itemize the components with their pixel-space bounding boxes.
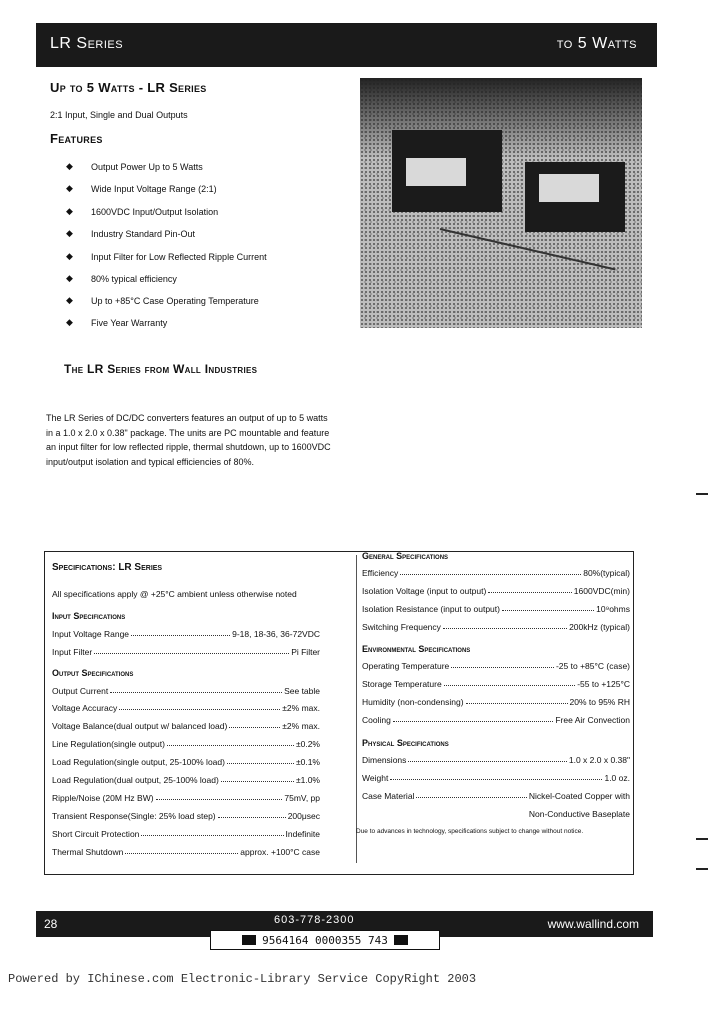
spec-row: Load Regulation(dual output, 25-100% load) ±1.0% [52,775,320,785]
website-link[interactable]: www.wallind.com [547,917,639,931]
about-paragraph: The LR Series of DC/DC converters features an output of up to 5 watts in a 1.0 x 2.0 x 0.38" package. The units are PC mountable and feature an input filter for low reflected ripple, thermal shutdown, up to 1600VDC input/output isolation and typical efficiencies of 80%. [46,413,331,467]
spec-row: Efficiency 80%(typical) [362,568,630,578]
spec-row: Thermal Shutdown approx. +100°C case [52,847,320,857]
margin-tick [696,838,708,840]
physical-specs-heading: Physical Specifications [362,738,449,748]
spec-row: Operating Temperature -25 to +85°C (case) [362,661,630,671]
barcode [210,930,440,950]
feature-item: ◆ Up to +85°C Case Operating Temperature [66,295,259,306]
diamond-bullet-icon: ◆ [66,206,73,216]
module-pin [440,228,616,270]
diamond-bullet-icon: ◆ [66,183,73,193]
spec-row: Humidity (non-condensing) 20% to 95% RH [362,697,630,707]
barcode-block-icon [394,935,408,945]
disclaimer: Due to advances in technology, specifications subject to change without notice. [356,828,584,835]
margin-tick [696,493,708,495]
spec-row: Line Regulation(single output) ±0.2% [52,739,320,749]
feature-item: ◆ Industry Standard Pin-Out [66,228,196,239]
converter-module-small [525,162,625,232]
spec-row: Non-Conductive Baseplate [528,809,630,819]
wattage-title: to 5 Watts [556,35,637,52]
spec-row: Storage Temperature -55 to +125°C [362,679,630,689]
powered-by-text: Powered by IChinese.com Electronic-Library Service CopyRight 2003 [8,972,477,986]
spec-row: Load Regulation(single output, 25-100% load) ±0.1% [52,757,320,767]
about-heading: The LR Series from Wall Industries [64,362,258,376]
barcode-text: 9564164 0000355 743 [262,933,388,947]
diamond-bullet-icon: ◆ [66,161,73,171]
specifications-box [44,551,634,875]
diamond-bullet-icon: ◆ [66,251,73,261]
converter-module-large [392,130,502,212]
spec-row: Weight 1.0 oz. [362,773,630,783]
specs-title: Specifications: LR Series [52,562,163,573]
phone-number: 603-778-2300 [274,914,355,926]
spec-row: Cooling Free Air Convection [362,715,630,725]
spec-row: Short Circuit Protection Indefinite [52,829,320,839]
spec-row: Input Filter Pi Filter [52,647,320,657]
general-specs-heading: General Specifications [362,551,449,561]
column-divider [356,555,357,863]
features-heading: Features [50,131,103,146]
spec-row: Isolation Voltage (input to output) 1600VDC(min) [362,586,630,596]
feature-item: ◆ 1600VDC Input/Output Isolation [66,206,219,217]
page-number: 28 [44,917,58,931]
intro-subtitle: 2:1 Input, Single and Dual Outputs [50,110,188,120]
spec-row: Dimensions 1.0 x 2.0 x 0.38" [362,755,630,765]
spec-row: Ripple/Noise (20M Hz BW) 75mV, pp [52,793,320,803]
feature-item: ◆ Five Year Warranty [66,317,168,328]
margin-tick [696,868,708,870]
diamond-bullet-icon: ◆ [66,295,73,305]
intro-heading: Up to 5 Watts - LR Series [50,80,207,95]
spec-row: Input Voltage Range 9-18, 18-36, 36-72VDC [52,629,320,639]
diamond-bullet-icon: ◆ [66,273,73,283]
module-label [406,158,466,186]
spec-row: Case Material Nickel-Coated Copper with [362,791,630,801]
diamond-bullet-icon: ◆ [66,317,73,327]
header-banner [36,23,657,67]
input-specs-heading: Input Specifications [52,611,126,621]
spec-row: Voltage Balance(dual output w/ balanced load) ±2% max. [52,721,320,731]
module-label [539,174,599,202]
product-photo [360,78,642,328]
barcode-block-icon [242,935,256,945]
feature-item: ◆ 80% typical efficiency [66,273,177,284]
spec-row: Isolation Resistance (input to output) 10⁹ohms [362,604,630,614]
environmental-specs-heading: Environmental Specifications [362,644,471,654]
spec-row: Voltage Accuracy ±2% max. [52,703,320,713]
spec-row: Switching Frequency 200kHz (typical) [362,622,630,632]
feature-item: ◆ Input Filter for Low Reflected Ripple Current [66,251,267,262]
diamond-bullet-icon: ◆ [66,228,73,238]
specs-note: All specifications apply @ +25°C ambient unless otherwise noted [52,589,297,599]
feature-item: ◆ Output Power Up to 5 Watts [66,161,203,172]
spec-row: Output Current See table [52,686,320,696]
output-specs-heading: Output Specifications [52,668,134,678]
series-title: LR Series [50,35,124,52]
feature-item: ◆ Wide Input Voltage Range (2:1) [66,183,217,194]
spec-row: Transient Response(Single: 25% load step) 200μsec [52,811,320,821]
